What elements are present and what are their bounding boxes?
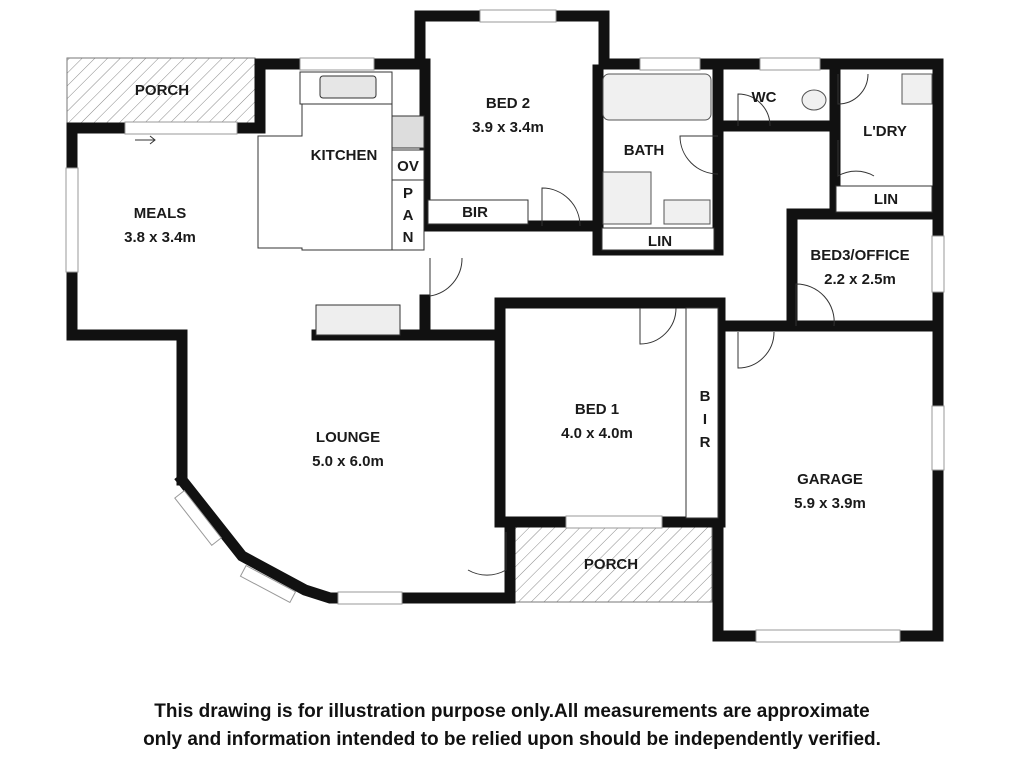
shower-icon — [603, 172, 651, 224]
laundry-label: L'DRY — [863, 123, 907, 140]
cooktop-icon — [392, 116, 424, 148]
bed2-size: 3.9 x 3.4m — [472, 119, 544, 136]
bed1-size: 4.0 x 4.0m — [561, 425, 633, 442]
bed1-robe-letter-r: R — [699, 434, 711, 451]
bathtub-icon — [603, 74, 711, 120]
lounge-size: 5.0 x 6.0m — [312, 453, 384, 470]
kitchen-fixtures — [258, 72, 424, 335]
bed1-label: BED 1 — [574, 401, 620, 418]
laundry-linen-label: LIN — [873, 191, 899, 208]
laundry-tub-icon — [902, 74, 932, 104]
kitchen-label: KITCHEN — [310, 147, 378, 164]
garage-size: 5.9 x 3.9m — [794, 495, 866, 512]
bath-linen-label: LIN — [647, 233, 673, 250]
oven-label: OV — [397, 158, 419, 175]
porch-top-label: PORCH — [134, 82, 190, 99]
fireplace-icon — [316, 305, 400, 335]
pantry-letter-p: P — [402, 185, 414, 202]
meals-label: MEALS — [133, 205, 187, 222]
bed2-robe-label: BIR — [462, 204, 488, 221]
bed1-robe-letter-i: I — [702, 411, 708, 428]
garage-label: GARAGE — [797, 471, 863, 488]
porch-bottom-label: PORCH — [583, 556, 639, 573]
meals-size: 3.8 x 3.4m — [124, 229, 196, 246]
lounge-label: LOUNGE — [315, 429, 381, 446]
disclaimer — [0, 698, 1024, 754]
bath-label: BATH — [623, 142, 665, 159]
sink-icon — [320, 76, 376, 98]
wc-label: WC — [751, 89, 777, 106]
bed3-label: BED3/OFFICE — [810, 247, 910, 264]
toilet-icon — [802, 90, 826, 110]
disclaimer-line-1: This drawing is for illustration purpose only.All measurements are approximate — [154, 701, 870, 722]
bed1-robe-letter-b: B — [699, 388, 711, 405]
disclaimer-line-2: only and information intended to be relied upon should be independently verified. — [143, 729, 881, 750]
bed3-size: 2.2 x 2.5m — [824, 271, 896, 288]
pantry-letter-n: N — [402, 229, 414, 246]
vanity-icon — [664, 200, 710, 224]
bed2-label: BED 2 — [485, 95, 531, 112]
pantry-letter-a: A — [402, 207, 414, 224]
